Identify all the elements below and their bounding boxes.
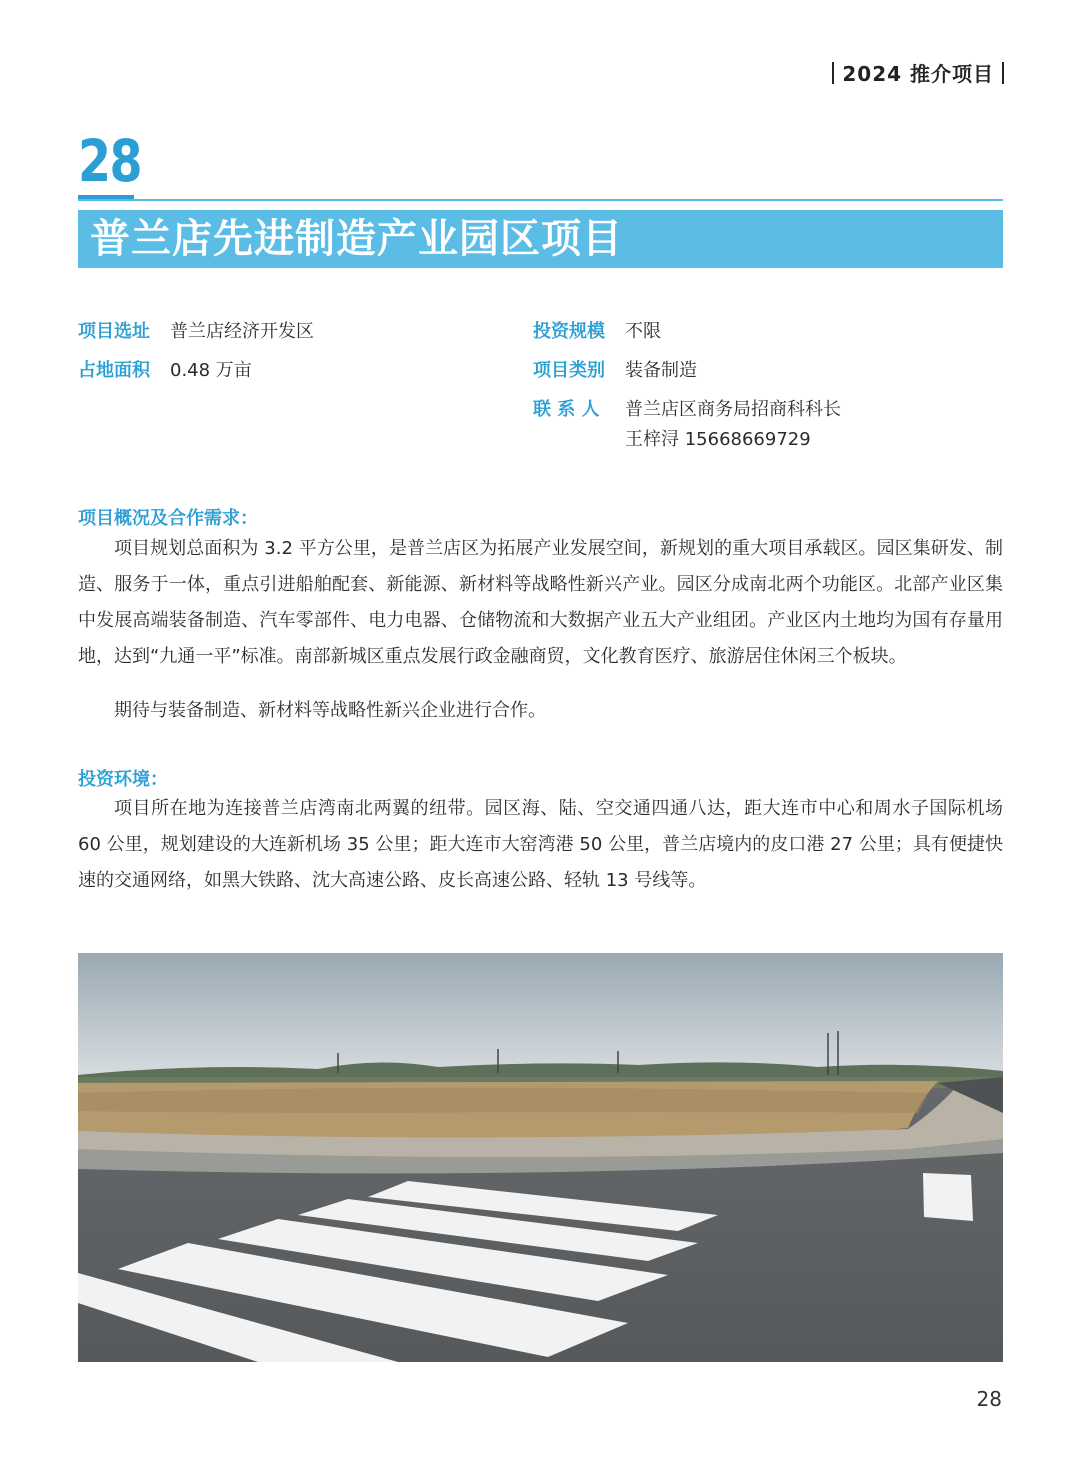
info-category-label: 项目类别 <box>533 360 605 381</box>
environment-paragraph: 项目所在地为连接普兰店湾南北两翼的纽带。园区海、陆、空交通四通八达，距大连市中心和周水子国际机场 60 公里，规划建设的大连新机场 35 公里；距大连市大窑湾港 50 公里，普兰店境内的皮口港 27 公里；具有便捷快速的交通网络，如黑大铁路、沈大高速公路、皮长高速公路、轻轨 13 号线等。 <box>78 798 1003 891</box>
header-tag-text: 2024 推介项目 <box>842 62 994 86</box>
header-bar-right <box>1002 62 1004 84</box>
header-bar-left <box>832 62 834 84</box>
overview-paragraph-1: 项目规划总面积为 3.2 平方公里，是普兰店区为拓展产业发展空间，新规划的重大项目承载区。园区集研发、制造、服务于一体，重点引进船舶配套、新能源、新材料等战略性新兴产业。园区分成南北两个功能区。北部产业区集中发展高端装备制造、汽车零部件、电力电器、仓储物流和大数据产业五大产业组团。产业区内土地均为国有存量用地，达到“九通一平”标准。南部新城区重点发展行政金融商贸，文化教育医疗、旅游居住休闲三个板块。 <box>78 538 1003 667</box>
project-number: 28 <box>78 127 141 195</box>
info-contact-value: 普兰店区商务局招商科科长 <box>625 399 841 420</box>
info-scale-value: 不限 <box>625 321 661 342</box>
info-contact <box>533 395 841 424</box>
info-area-value: 0.48 万亩 <box>170 360 252 381</box>
info-area-label: 占地面积 <box>78 360 150 381</box>
info-category-value: 装备制造 <box>625 360 697 381</box>
info-location-label: 项目选址 <box>78 321 150 342</box>
site-photo-illustration <box>78 953 1003 1362</box>
overview-paragraph-2: 期待与装备制造、新材料等战略性新兴企业进行合作。 <box>114 700 546 721</box>
info-scale-label: 投资规模 <box>533 321 605 342</box>
site-photo <box>78 953 1003 1362</box>
title-rule <box>78 199 1003 201</box>
page-number: 28 <box>976 1387 1002 1411</box>
info-location-value: 普兰店经济开发区 <box>170 321 314 342</box>
info-category <box>533 356 697 385</box>
environment-heading: 投资环境： <box>78 769 168 790</box>
project-title: 普兰店先进制造产业园区项目 <box>78 210 1003 268</box>
info-scale <box>533 317 661 346</box>
info-contact-label: 联 系 人 <box>533 399 600 420</box>
info-location <box>78 317 314 346</box>
info-contact-value-line2: 王梓浔 15668669729 <box>625 429 811 450</box>
info-area <box>78 356 252 385</box>
header-tag <box>832 58 1004 87</box>
overview-heading: 项目概况及合作需求： <box>78 508 258 529</box>
